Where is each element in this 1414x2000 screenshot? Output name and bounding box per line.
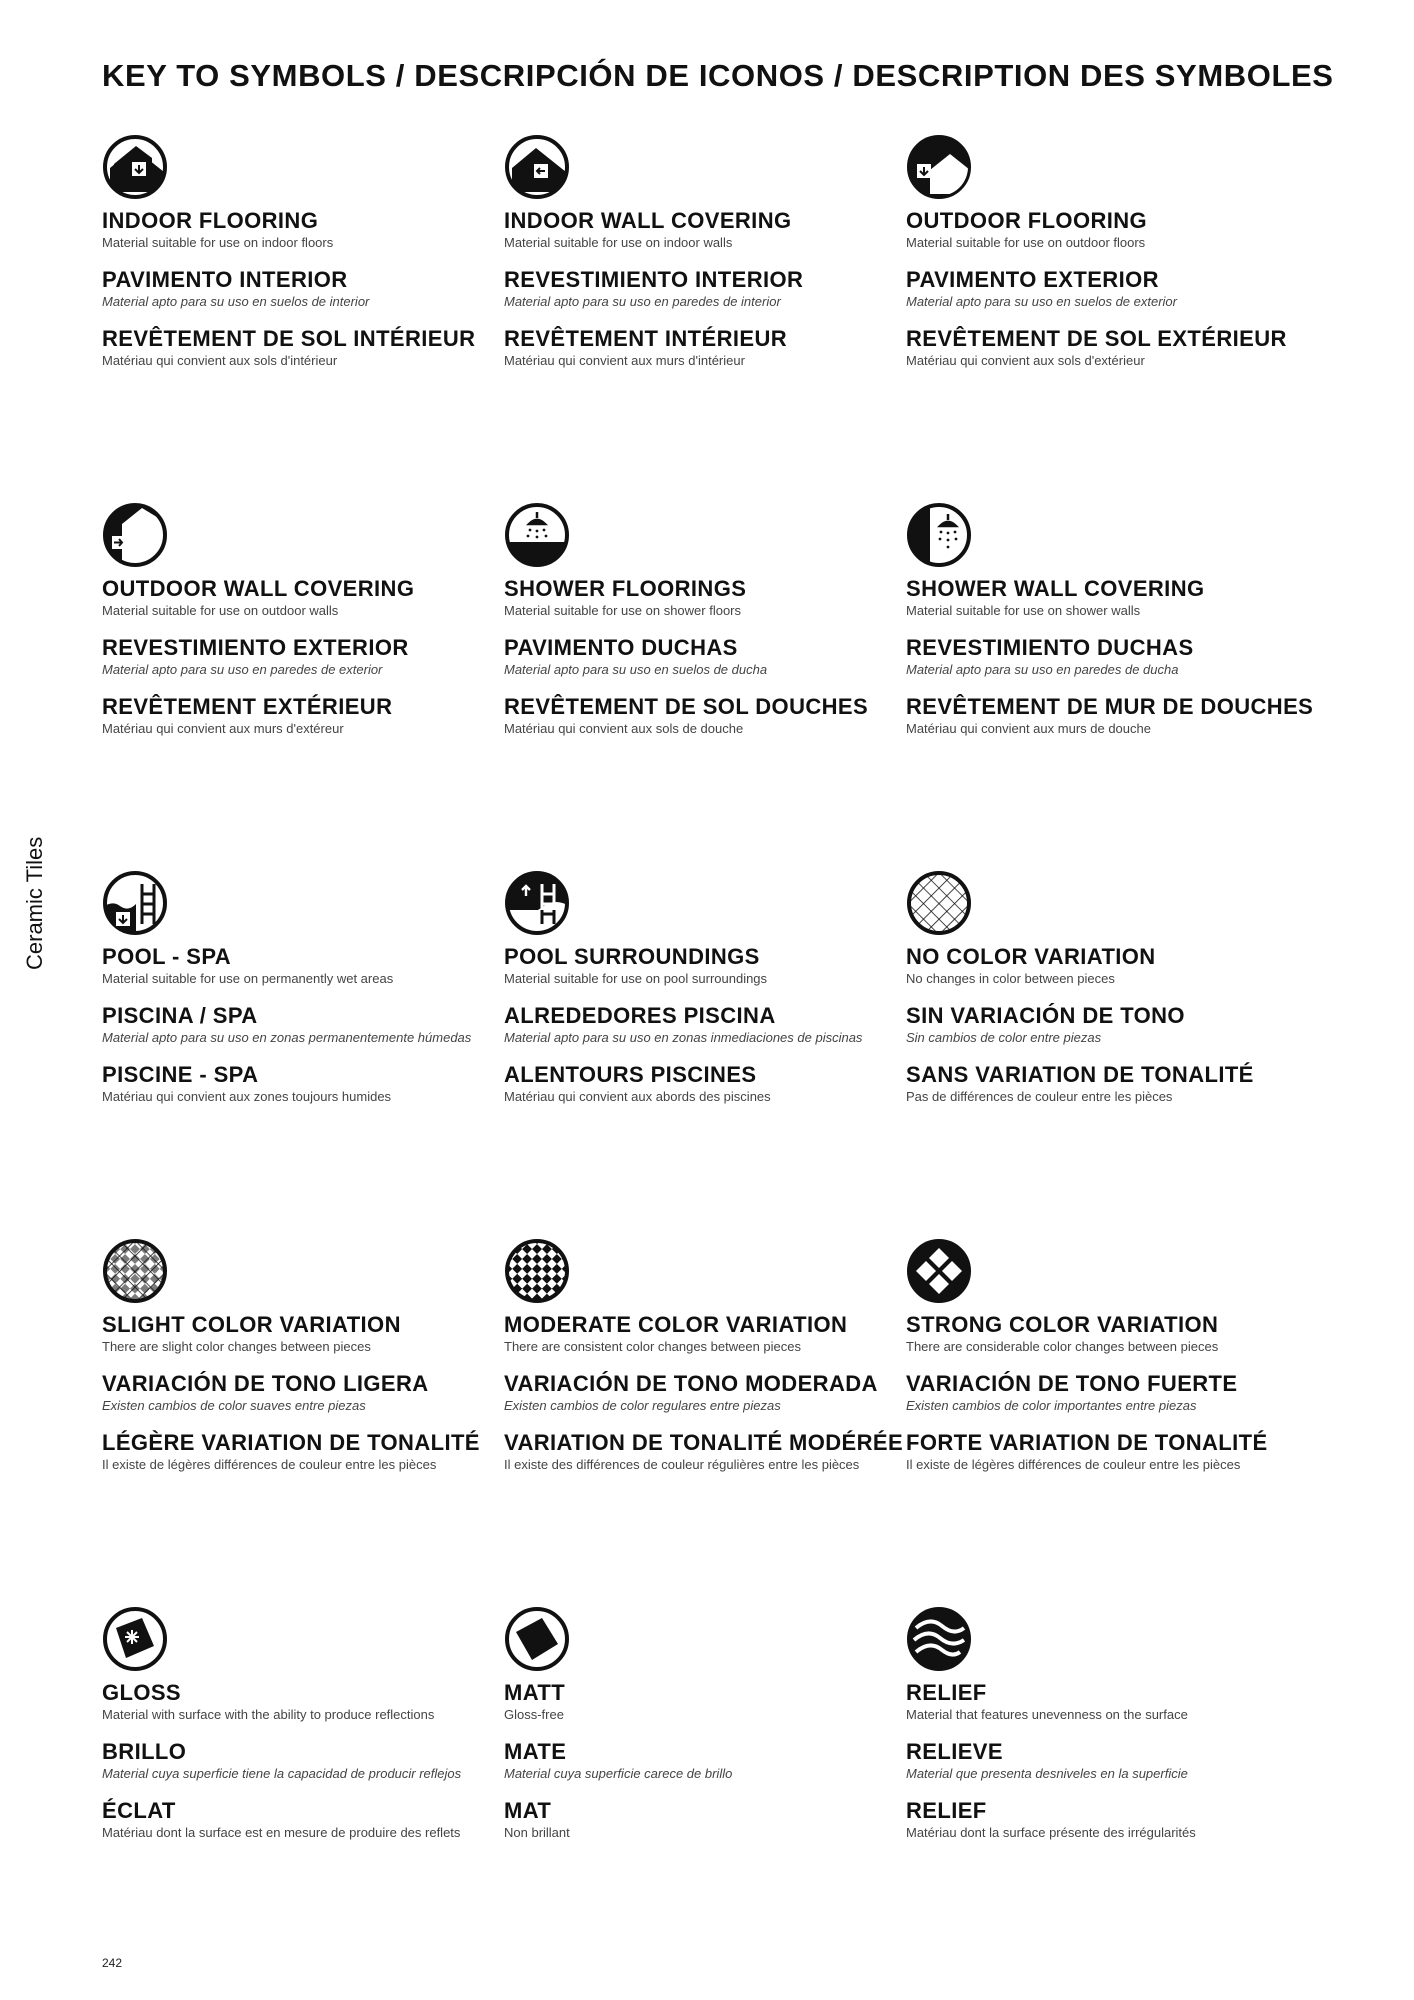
symbol-desc-en: Material that features unevenness on the surface xyxy=(906,1707,1188,1722)
matt-icon xyxy=(504,1606,570,1672)
symbol-title-es: VARIACIÓN DE TONO LIGERA xyxy=(102,1371,429,1396)
symbol-title-fr: MAT xyxy=(504,1798,552,1823)
symbol-title-fr: REVÊTEMENT EXTÉRIEUR xyxy=(102,694,393,719)
symbol-desc-es: Existen cambios de color importantes entre piezas xyxy=(906,1398,1197,1413)
symbol-title-en: POOL - SPA xyxy=(102,944,232,969)
symbol-title-en: MATT xyxy=(504,1680,566,1705)
symbol-block xyxy=(504,1606,904,1841)
symbol-title-fr: VARIATION DE TONALITÉ MODÉRÉE xyxy=(504,1430,904,1455)
symbol-desc-fr: Il existe des différences de couleur régulières entre les pièces xyxy=(504,1457,860,1472)
symbol-desc-en: There are slight color changes between pieces xyxy=(102,1339,371,1354)
symbol-block xyxy=(906,1238,1306,1473)
symbol-desc-fr: Matériau qui convient aux murs d'extéreur xyxy=(102,721,344,736)
symbol-title-es: REVESTIMIENTO INTERIOR xyxy=(504,267,804,292)
symbol-desc-fr: Matériau dont la surface présente des irrégularités xyxy=(906,1825,1196,1840)
symbol-block xyxy=(102,870,502,1105)
symbol-title-es: ALREDEDORES PISCINA xyxy=(504,1003,776,1028)
symbol-title-es: PAVIMENTO INTERIOR xyxy=(102,267,348,292)
symbol-block xyxy=(504,134,904,369)
indoor-flooring-icon xyxy=(102,134,168,200)
symbol-title-fr: LÉGÈRE VARIATION DE TONALITÉ xyxy=(102,1430,480,1455)
slight-color-variation-icon xyxy=(102,1238,168,1304)
symbol-title-es: REVESTIMIENTO EXTERIOR xyxy=(102,635,409,660)
symbol-desc-fr: Matériau qui convient aux sols de douche xyxy=(504,721,744,736)
symbol-title-en: GLOSS xyxy=(102,1680,182,1705)
symbol-title-fr: FORTE VARIATION DE TONALITÉ xyxy=(906,1430,1268,1455)
symbol-desc-fr: Matériau qui convient aux murs de douche xyxy=(906,721,1151,736)
symbol-title-fr: REVÊTEMENT DE SOL INTÉRIEUR xyxy=(102,326,476,351)
symbol-title-fr: REVÊTEMENT INTÉRIEUR xyxy=(504,326,788,351)
symbol-title-es: SIN VARIACIÓN DE TONO xyxy=(906,1003,1185,1028)
symbol-desc-es: Material cuya superficie tiene la capacidad de producir reflejos xyxy=(102,1766,462,1781)
symbol-desc-es: Sin cambios de color entre piezas xyxy=(906,1030,1102,1045)
symbol-desc-en: Material suitable for use on shower floors xyxy=(504,603,742,618)
symbol-block xyxy=(102,1238,502,1473)
symbol-title-es: MATE xyxy=(504,1739,567,1764)
symbol-title-en: SHOWER FLOORINGS xyxy=(504,576,747,601)
symbol-desc-en: Material suitable for use on outdoor floors xyxy=(906,235,1146,250)
symbol-desc-en: Material suitable for use on shower walls xyxy=(906,603,1141,618)
symbol-title-fr: ÉCLAT xyxy=(102,1798,176,1823)
symbol-title-es: REVESTIMIENTO DUCHAS xyxy=(906,635,1194,660)
strong-color-variation-icon xyxy=(906,1238,972,1304)
symbol-title-en: NO COLOR VARIATION xyxy=(906,944,1156,969)
symbol-desc-es: Material apto para su uso en paredes de interior xyxy=(504,294,781,309)
symbol-block xyxy=(906,502,1314,737)
symbol-title-en: INDOOR FLOORING xyxy=(102,208,319,233)
symbol-desc-es: Material apto para su uso en suelos de interior xyxy=(102,294,370,309)
symbol-title-fr: SANS VARIATION DE TONALITÉ xyxy=(906,1062,1254,1087)
side-label: Ceramic Tiles xyxy=(22,836,47,970)
symbol-title-es: PISCINA / SPA xyxy=(102,1003,258,1028)
symbol-desc-es: Material cuya superficie carece de brillo xyxy=(504,1766,733,1781)
symbol-block xyxy=(102,1606,502,1841)
symbol-title-en: OUTDOOR WALL COVERING xyxy=(102,576,415,601)
symbol-title-es: PAVIMENTO EXTERIOR xyxy=(906,267,1159,292)
symbol-title-en: MODERATE COLOR VARIATION xyxy=(504,1312,848,1337)
symbol-desc-fr: Pas de différences de couleur entre les pièces xyxy=(906,1089,1173,1104)
symbol-title-en: SHOWER WALL COVERING xyxy=(906,576,1205,601)
no-color-variation-icon xyxy=(906,870,972,936)
symbol-title-fr: REVÊTEMENT DE SOL EXTÉRIEUR xyxy=(906,326,1287,351)
symbol-block xyxy=(906,1606,1306,1841)
symbol-desc-en: Gloss-free xyxy=(504,1707,564,1722)
symbol-block xyxy=(906,870,1306,1105)
symbol-title-fr: PISCINE - SPA xyxy=(102,1062,259,1087)
symbol-desc-en: Material suitable for use on indoor walls xyxy=(504,235,733,250)
shower-wall-covering-icon xyxy=(906,502,972,568)
pool-spa-icon xyxy=(102,870,168,936)
symbol-desc-es: Material apto para su uso en zonas permanentemente húmedas xyxy=(102,1030,472,1045)
page-title: KEY TO SYMBOLS / DESCRIPCIÓN DE ICONOS / DESCRIPTION DES SYMBOLES xyxy=(102,58,1334,93)
moderate-color-variation-icon xyxy=(504,1238,570,1304)
symbol-block xyxy=(504,1238,904,1473)
symbol-block xyxy=(504,502,904,737)
symbol-desc-es: Material apto para su uso en suelos de ducha xyxy=(504,662,768,677)
relief-icon xyxy=(906,1606,972,1672)
symbol-desc-en: There are considerable color changes between pieces xyxy=(906,1339,1219,1354)
symbol-desc-fr: Il existe de légères différences de couleur entre les pièces xyxy=(906,1457,1241,1472)
symbol-desc-fr: Matériau qui convient aux abords des piscines xyxy=(504,1089,771,1104)
symbol-title-es: VARIACIÓN DE TONO MODERADA xyxy=(504,1371,878,1396)
symbol-desc-en: Material with surface with the ability to produce reflections xyxy=(102,1707,435,1722)
symbol-title-en: INDOOR WALL COVERING xyxy=(504,208,792,233)
symbol-desc-fr: Non brillant xyxy=(504,1825,570,1840)
symbol-title-en: RELIEF xyxy=(906,1680,987,1705)
pool-surroundings-icon xyxy=(504,870,570,936)
symbol-desc-es: Material apto para su uso en paredes de exterior xyxy=(102,662,383,677)
page-number: 242 xyxy=(102,1956,123,1970)
symbol-desc-en: Material suitable for use on permanently wet areas xyxy=(102,971,394,986)
symbol-desc-es: Material apto para su uso en zonas inmediaciones de piscinas xyxy=(504,1030,863,1045)
symbol-desc-en: Material suitable for use on indoor floors xyxy=(102,235,334,250)
symbol-desc-fr: Matériau dont la surface est en mesure de produire des reflets xyxy=(102,1825,461,1840)
symbol-desc-es: Material apto para su uso en suelos de exterior xyxy=(906,294,1177,309)
symbol-desc-es: Material que presenta desniveles en la superficie xyxy=(906,1766,1188,1781)
symbol-desc-es: Material apto para su uso en paredes de ducha xyxy=(906,662,1179,677)
symbol-desc-fr: Matériau qui convient aux murs d'intérieur xyxy=(504,353,745,368)
symbol-desc-en: Material suitable for use on pool surroundings xyxy=(504,971,768,986)
symbol-block xyxy=(906,134,1306,369)
gloss-icon xyxy=(102,1606,168,1672)
symbol-title-es: PAVIMENTO DUCHAS xyxy=(504,635,738,660)
symbol-title-fr: ALENTOURS PISCINES xyxy=(504,1062,757,1087)
symbol-title-en: STRONG COLOR VARIATION xyxy=(906,1312,1219,1337)
symbol-block xyxy=(504,870,904,1105)
symbol-title-en: OUTDOOR FLOORING xyxy=(906,208,1148,233)
symbol-desc-en: No changes in color between pieces xyxy=(906,971,1115,986)
symbol-desc-fr: Il existe de légères différences de couleur entre les pièces xyxy=(102,1457,437,1472)
symbol-desc-fr: Matériau qui convient aux sols d'extérieur xyxy=(906,353,1145,368)
shower-flooring-icon xyxy=(504,502,570,568)
symbol-desc-fr: Matériau qui convient aux sols d'intérieur xyxy=(102,353,338,368)
symbol-title-en: POOL SURROUNDINGS xyxy=(504,944,760,969)
symbol-block xyxy=(102,502,502,737)
symbol-desc-es: Existen cambios de color suaves entre piezas xyxy=(102,1398,366,1413)
symbol-title-es: VARIACIÓN DE TONO FUERTE xyxy=(906,1371,1238,1396)
symbol-title-fr: REVÊTEMENT DE SOL DOUCHES xyxy=(504,694,869,719)
indoor-wall-covering-icon xyxy=(504,134,570,200)
symbol-title-fr: RELIEF xyxy=(906,1798,987,1823)
symbol-desc-es: Existen cambios de color regulares entre piezas xyxy=(504,1398,781,1413)
symbol-desc-en: Material suitable for use on outdoor walls xyxy=(102,603,339,618)
symbol-desc-en: There are consistent color changes between pieces xyxy=(504,1339,802,1354)
outdoor-wall-covering-icon xyxy=(102,502,168,568)
symbol-block xyxy=(102,134,502,369)
symbol-title-fr: REVÊTEMENT DE MUR DE DOUCHES xyxy=(906,694,1314,719)
symbol-title-en: SLIGHT COLOR VARIATION xyxy=(102,1312,401,1337)
outdoor-flooring-icon xyxy=(906,134,972,200)
symbol-desc-fr: Matériau qui convient aux zones toujours humides xyxy=(102,1089,392,1104)
symbol-title-es: RELIEVE xyxy=(906,1739,1003,1764)
symbol-title-es: BRILLO xyxy=(102,1739,187,1764)
